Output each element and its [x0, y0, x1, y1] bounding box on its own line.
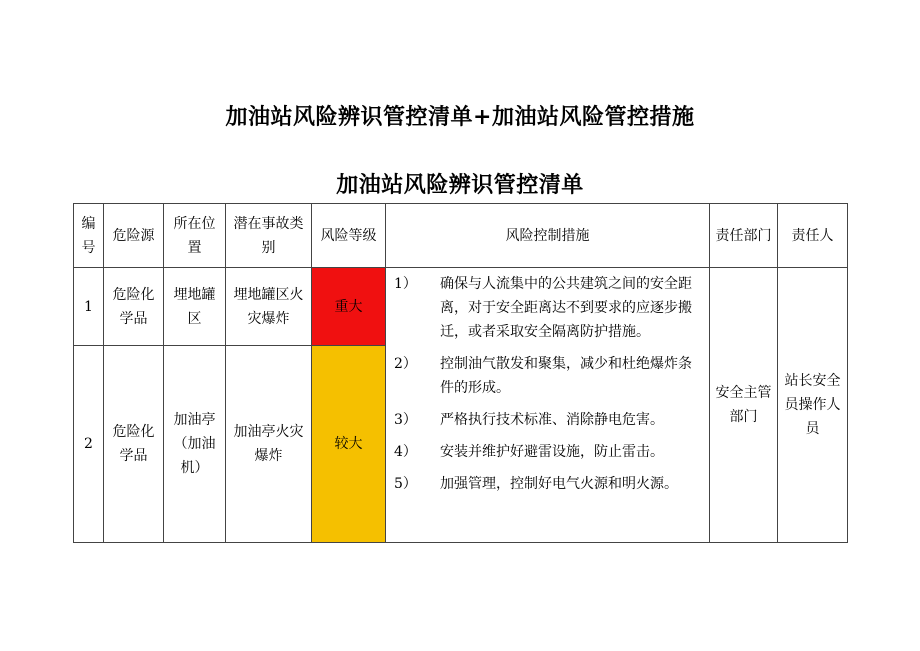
cell-accident: 加油亭火灾爆炸 — [226, 346, 312, 543]
measure-item — [394, 272, 701, 344]
cell-accident: 埋地罐区火灾爆炸 — [226, 268, 312, 346]
measure-text: 安装并维护好避雷设施，防止雷击。 — [440, 444, 664, 460]
measure-number: 1） — [394, 276, 417, 292]
cell-location: 加油亭（加油机） — [164, 346, 226, 543]
measure-item — [394, 440, 701, 464]
cell-responsible-person: 站长安全员操作人员 — [778, 268, 848, 543]
measure-number: 2） — [394, 356, 417, 372]
header-accident: 潜在事故类别 — [226, 204, 312, 268]
cell-risk-level-large: 较大 — [312, 346, 386, 543]
measure-item — [394, 352, 701, 400]
measure-text: 严格执行技术标准、消除静电危害。 — [440, 412, 664, 428]
measure-item — [394, 408, 701, 432]
cell-no: 1 — [74, 268, 104, 346]
table-title: 加油站风险辨识管控清单 — [336, 172, 584, 198]
cell-no: 2 — [74, 346, 104, 543]
header-level: 风险等级 — [312, 204, 386, 268]
measure-text: 加强管理，控制好电气火源和明火源。 — [440, 476, 678, 492]
cell-responsible-dept: 安全主管部门 — [710, 268, 778, 543]
measure-item — [394, 472, 701, 496]
measure-number: 5） — [394, 476, 417, 492]
header-row — [74, 204, 848, 268]
header-no: 编号 — [74, 204, 104, 268]
measure-text: 控制油气散发和聚集，减少和杜绝爆炸条件的形成。 — [440, 356, 692, 396]
header-dept: 责任部门 — [710, 204, 778, 268]
cell-hazard: 危险化学品 — [104, 346, 164, 543]
header-measures: 风险控制措施 — [386, 204, 710, 268]
document-title: 加油站风险辨识管控清单+加油站风险管控措施 — [225, 104, 695, 130]
measure-number: 4） — [394, 444, 417, 460]
header-person: 责任人 — [778, 204, 848, 268]
cell-hazard: 危险化学品 — [104, 268, 164, 346]
measure-number: 3） — [394, 412, 417, 428]
header-hazard: 危险源 — [104, 204, 164, 268]
header-location: 所在位置 — [164, 204, 226, 268]
cell-location: 埋地罐区 — [164, 268, 226, 346]
measure-text: 确保与人流集中的公共建筑之间的安全距离，对于安全距离达不到要求的应逐步搬迁，或者采取安全隔离防护措施。 — [440, 276, 692, 340]
table-row — [74, 268, 848, 346]
cell-risk-level-major: 重大 — [312, 268, 386, 346]
cell-control-measures — [386, 268, 710, 543]
risk-control-table — [73, 203, 848, 543]
